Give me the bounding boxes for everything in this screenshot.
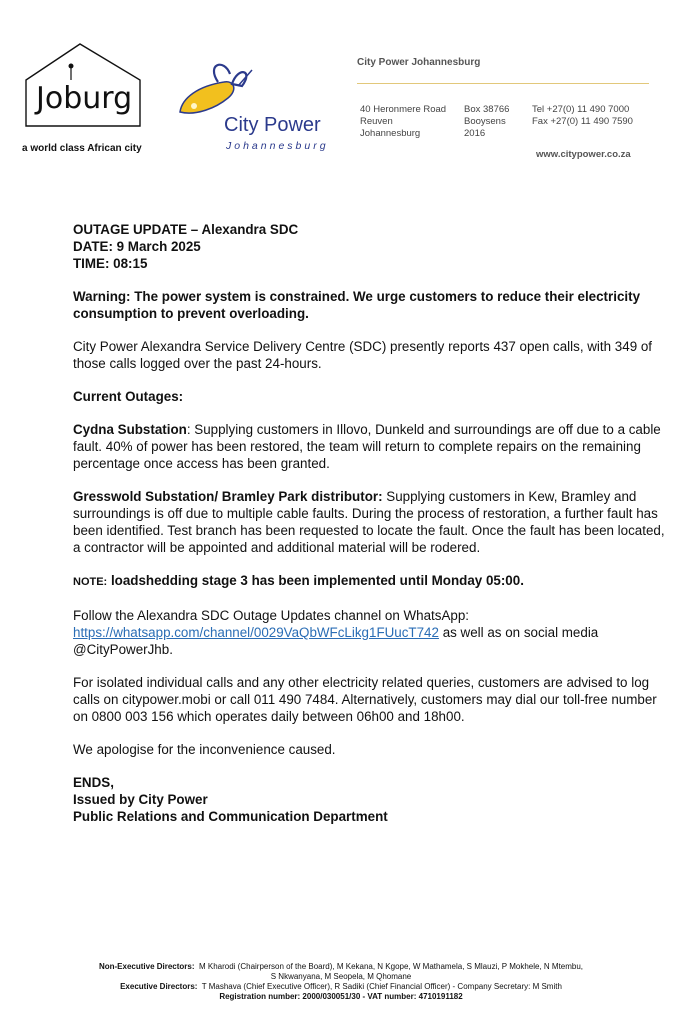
non-executive-directors — [0, 962, 682, 972]
footer-label: Executive Directors: — [120, 982, 198, 991]
outage-cydna — [73, 421, 665, 472]
address-line: Johannesburg — [360, 128, 421, 139]
issued-by-line: Issued by City Power — [73, 792, 208, 807]
document-date: DATE: 9 March 2025 — [73, 239, 201, 254]
document-time: TIME: 08:15 — [73, 256, 148, 271]
current-outages-heading: Current Outages: — [73, 389, 184, 404]
whatsapp-outro: as well as on social media @CityPowerJhb. — [73, 625, 599, 657]
address-line: Reuven — [360, 116, 393, 127]
address-line: Box 38766 — [464, 104, 510, 115]
city-power-subtitle: Johannesburg — [226, 140, 329, 152]
outage-name: Cydna Substation — [73, 422, 187, 437]
joburg-logo-text: Joburg — [36, 81, 133, 116]
isolated-calls-paragraph: For isolated individual calls and any other electricity related queries, customers are advised to log calls on citypower.mobi or call 011 490 7484. Alternatively, customers may dial our toll-free number on 0800 003 156 which operates daily between 06h00 and 18h00. — [73, 675, 657, 724]
footer — [0, 962, 682, 1002]
ends-line: ENDS, — [73, 775, 114, 790]
address-street — [360, 104, 446, 140]
non-executive-directors-cont: S Nkwanyana, M Seopela, M Qhomane — [270, 972, 412, 981]
whatsapp-paragraph — [73, 607, 665, 658]
department-line: Public Relations and Communication Department — [73, 809, 388, 824]
header-divider — [357, 83, 649, 84]
outage-description: : Supplying customers in Illovo, Dunkeld and surroundings are off due to a cable fault. 40% of power has been restored, the team will return to complete repairs on the remaining percentage once access has been granted. — [73, 422, 661, 471]
address-line: 2016 — [464, 128, 486, 139]
joburg-tagline: a world class African city — [22, 143, 142, 154]
website-link[interactable]: www.citypower.co.za — [536, 149, 631, 160]
address-line: 40 Heronmere Road — [360, 104, 447, 115]
document-body — [73, 221, 665, 825]
note-text: loadshedding stage 3 has been implemented until Monday 05:00. — [107, 573, 524, 588]
contact-numbers — [532, 104, 633, 128]
apology-paragraph: We apologise for the inconvenience caused. — [73, 742, 336, 757]
whatsapp-intro: Follow the Alexandra SDC Outage Updates channel on WhatsApp: — [73, 608, 469, 623]
joburg-logo — [22, 40, 144, 128]
organisation-name: City Power Johannesburg — [357, 57, 481, 68]
footer-names: T Mashava (Chief Executive Officer), R Sadiki (Chief Financial Officer) - Company Secretary: M Smith — [201, 982, 562, 991]
note-label: NOTE: — [73, 576, 108, 588]
document-title: OUTAGE UPDATE – Alexandra SDC — [73, 222, 299, 237]
address-postal — [464, 104, 509, 140]
registration-line: Registration number: 2000/030051/30 - VAT number: 4710191182 — [219, 992, 463, 1001]
footer-label: Non-Executive Directors: — [98, 962, 195, 971]
outage-gresswold — [73, 488, 665, 556]
fax: Fax +27(0) 11 490 7590 — [532, 116, 633, 127]
whatsapp-channel-link[interactable]: https://whatsapp.com/channel/0029VaQbWFcLikg1FUucT742 — [73, 625, 439, 640]
warning-paragraph: Warning: The power system is constrained. We urge customers to reduce their electricity consumption to prevent overloading. — [73, 289, 641, 321]
executive-directors — [0, 982, 682, 992]
telephone: Tel +27(0) 11 490 7000 — [532, 104, 630, 115]
outage-name: Gresswold Substation/ Bramley Park distributor: — [73, 489, 383, 504]
address-line: Booysens — [464, 116, 506, 127]
footer-names: M Kharodi (Chairperson of the Board), M Kekana, N Kgope, W Mathamela, S Mlauzi, P Mokhele, N Mtembu, — [199, 962, 584, 971]
outage-description: Supplying customers in Kew, Bramley and surroundings is off due to multiple cable faults. During the process of restoration, a further fault has been identified. Test branch has been requested to locate the fault. Once the fault has been located, a contractor will be appointed and additional material will be rodered. — [73, 489, 665, 555]
intro-paragraph: City Power Alexandra Service Delivery Centre (SDC) presently reports 437 open calls, with 349 of those calls logged over the past 24-hours. — [73, 339, 653, 371]
city-power-name: City Power — [224, 114, 321, 136]
loadshedding-note — [73, 572, 665, 591]
